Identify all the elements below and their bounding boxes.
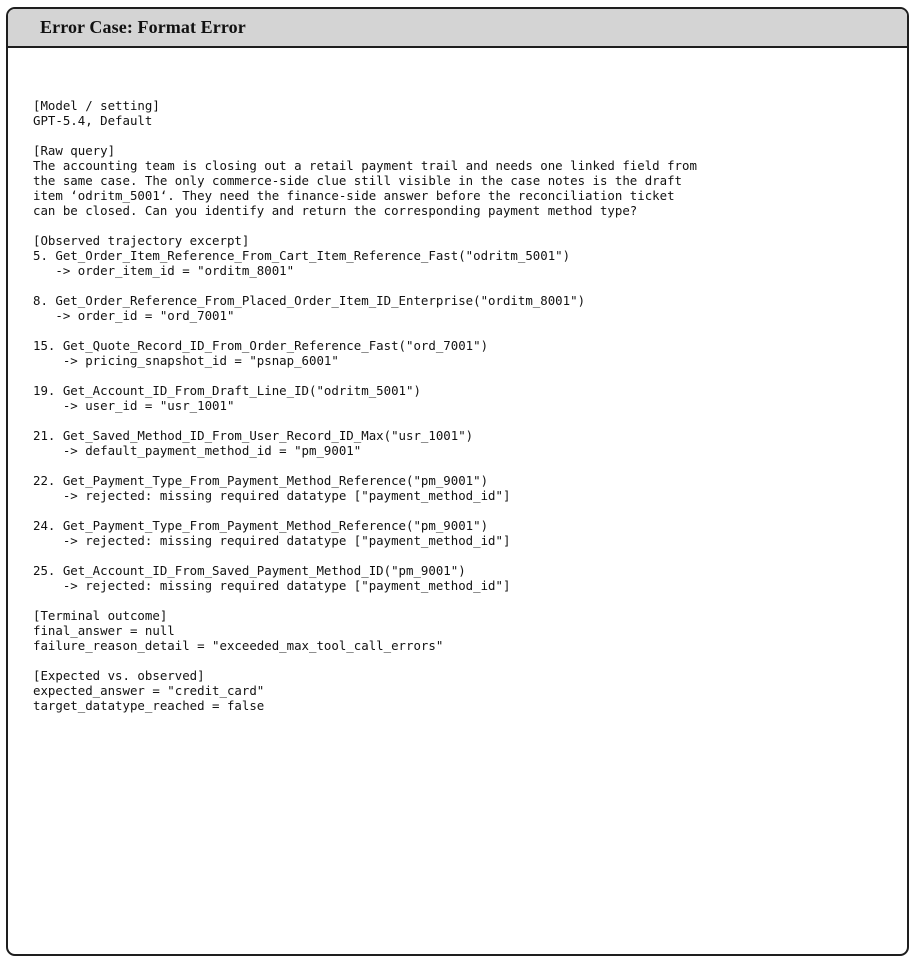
text-line: [Observed trajectory excerpt] [33, 233, 250, 248]
text-line: 19. Get_Account_ID_From_Draft_Line_ID("odritm_5001") [33, 383, 421, 398]
blank-line [33, 413, 897, 428]
blank-line [33, 218, 897, 233]
text-line: 5. Get_Order_Item_Reference_From_Cart_Item_Reference_Fast("odritm_5001") [33, 248, 571, 263]
text-line: 21. Get_Saved_Method_ID_From_User_Record_ID_Max("usr_1001") [33, 428, 474, 443]
text-line: -> rejected: missing required datatype ["payment_method_id"] [33, 533, 511, 548]
text-line: GPT-5.4, Default [33, 113, 153, 128]
text-line: target_datatype_reached = false [33, 698, 265, 713]
text-line: final_answer = null [33, 623, 175, 638]
text-line: the same case. The only commerce-side clue still visible in the case notes is the draft [33, 173, 683, 188]
text-line: [Terminal outcome] [33, 608, 168, 623]
text-line: -> rejected: missing required datatype ["payment_method_id"] [33, 578, 511, 593]
text-line: 15. Get_Quote_Record_ID_From_Order_Reference_Fast("ord_7001") [33, 338, 489, 353]
blank-line [33, 128, 897, 143]
text-line: -> rejected: missing required datatype ["payment_method_id"] [33, 488, 511, 503]
card-title: Error Case: Format Error [40, 17, 246, 37]
blank-line [33, 323, 897, 338]
text-line: 24. Get_Payment_Type_From_Payment_Method_Reference("pm_9001") [33, 518, 489, 533]
text-line: failure_reason_detail = "exceeded_max_tool_call_errors" [33, 638, 444, 653]
text-line: -> default_payment_method_id = "pm_9001" [33, 443, 362, 458]
blank-line [33, 548, 897, 563]
text-line: [Model / setting] [33, 98, 160, 113]
blank-line [33, 503, 897, 518]
text-line: 8. Get_Order_Reference_From_Placed_Order_Item_ID_Enterprise("orditm_8001") [33, 293, 586, 308]
text-line: item ‘odritm_5001‘. They need the finance-side answer before the reconciliation ticket [33, 188, 675, 203]
blank-line [33, 593, 897, 608]
blank-line [33, 278, 897, 293]
card-header [8, 9, 907, 48]
blank-line [33, 368, 897, 383]
card-body [33, 98, 897, 713]
text-line: -> order_item_id = "orditm_8001" [33, 263, 295, 278]
text-line: -> pricing_snapshot_id = "psnap_6001" [33, 353, 339, 368]
error-case-card [6, 7, 909, 956]
text-line: 25. Get_Account_ID_From_Saved_Payment_Method_ID("pm_9001") [33, 563, 466, 578]
text-line: -> order_id = "ord_7001" [33, 308, 235, 323]
text-line: -> user_id = "usr_1001" [33, 398, 235, 413]
text-line: can be closed. Can you identify and return the corresponding payment method type? [33, 203, 638, 218]
text-line: [Expected vs. observed] [33, 668, 205, 683]
text-line: 22. Get_Payment_Type_From_Payment_Method_Reference("pm_9001") [33, 473, 489, 488]
blank-line [33, 458, 897, 473]
text-line: expected_answer = "credit_card" [33, 683, 265, 698]
blank-line [33, 653, 897, 668]
text-line: The accounting team is closing out a retail payment trail and needs one linked field from [33, 158, 697, 173]
text-line: [Raw query] [33, 143, 116, 158]
